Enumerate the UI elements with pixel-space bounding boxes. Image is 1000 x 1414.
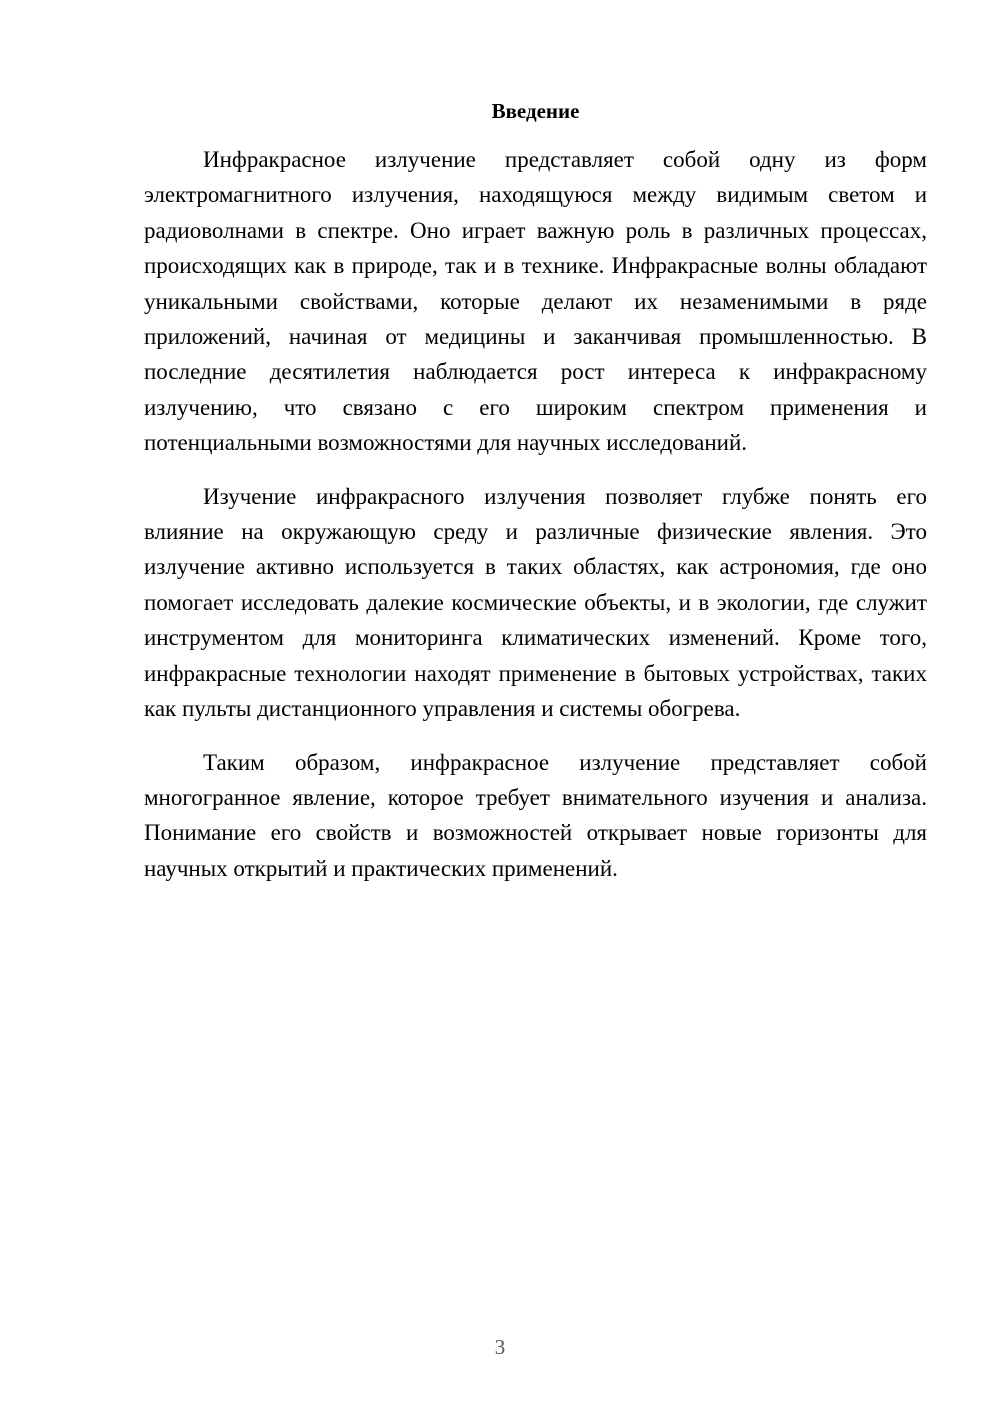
paragraph-3: Таким образом, инфракрасное излучение представляет собой многогранное явление, которое требует внимательного изучения и анализа. Понимание его свойств и возможностей открывает новые горизонты для научных открытий и практических применений. <box>144 749 927 881</box>
body-text <box>144 142 927 904</box>
paragraph-2: Изучение инфракрасного излучения позволяет глубже понять его влияние на окружающую среду и различные физические явления. Это излучение активно используется в таких областях, как астрономия, где оно помогает исследовать далекие космические объекты, и в экологии, где служит инструментом для мониторинга климатических изменений. Кроме того, инфракрасные технологии находят применение в бытовых устройствах, таких как пульты дистанционного управления и системы обогрева. <box>144 483 927 722</box>
paragraph-1: Инфракрасное излучение представляет собой одну из форм электромагнитного излучения, находящуюся между видимым светом и радиоволнами в спектре. Оно играет важную роль в различных процессах, происходящих как в природе, так и в технике. Инфракрасные волны обладают уникальными свойствами, которые делают их незаменимыми в ряде приложений, начиная от медицины и заканчивая промышленностью. В последние десятилетия наблюдается рост интереса к инфракрасному излучению, что связано с его широким спектром применения и потенциальными возможностями для научных исследований. <box>144 147 927 456</box>
section-title: Введение <box>491 99 580 123</box>
page-number: 3 <box>494 1335 506 1359</box>
